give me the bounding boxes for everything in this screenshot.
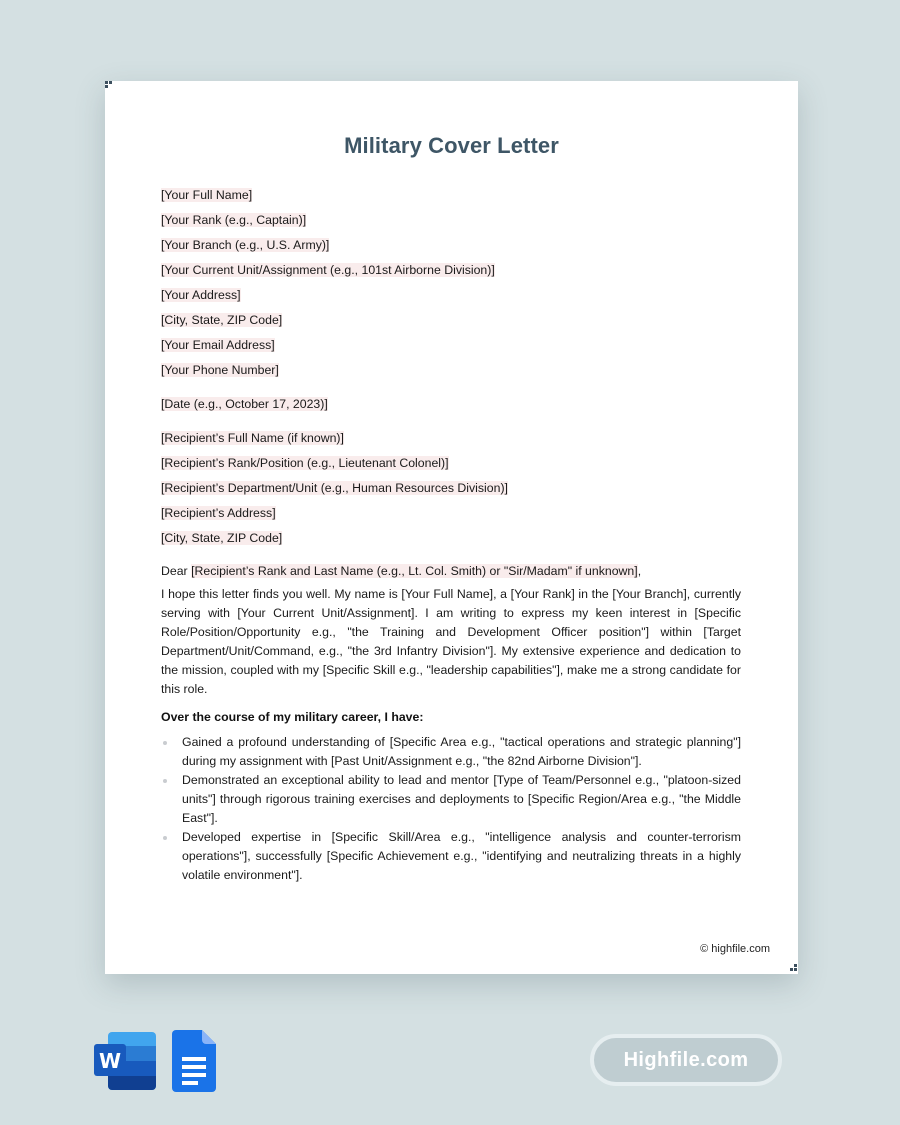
copyright-credit: © highfile.com (700, 943, 770, 955)
sender-full-name: [Your Full Name] (161, 188, 253, 202)
brand-label: Highfile.com (623, 1048, 749, 1071)
sender-phone: [Your Phone Number] (161, 363, 279, 377)
word-icon-letter: W (98, 1049, 122, 1073)
document-title: Military Cover Letter (344, 133, 559, 158)
career-heading: Over the course of my military career, I have: (161, 710, 424, 724)
sender-branch: [Your Branch (e.g., U.S. Army)] (161, 238, 330, 252)
salutation: Dear [Recipient’s Rank and Last Name (e.g., Lt. Col. Smith) or "Sir/Madam" if unknown], (161, 564, 642, 578)
microsoft-word-icon[interactable] (94, 1031, 158, 1091)
google-docs-icon[interactable] (172, 1030, 216, 1092)
career-bullet-item: Gained a profound understanding of [Specific Area e.g., "tactical operations and strategic planning"] during my assignment with [Past Unit/Assignment e.g., "the 82nd Airborne Division"]. (161, 733, 741, 771)
career-bullet-item: Developed expertise in [Specific Skill/Area e.g., "intelligence analysis and counter-terrorism operations"], successfully [Specific Achievement e.g., "identifying and neutralizing threats in a highly volatile environment"]. (161, 828, 741, 885)
corner-mark-top-left (105, 81, 115, 91)
body-paragraph: I hope this letter finds you well. My name is [Your Full Name], a [Your Rank] in the [Your Branch], currently serving with [Your Current Unit/Assignment]. I am writing to express my keen interest in [Specific Role/Position/Opportunity e.g., "the Training and Development Officer position"] within [Target Department/Unit/Command, e.g., "the 3rd Infantry Division"]. My extensive experience and dedication to the mission, coupled with my [Specific Skill e.g., "leadership capabilities"], make me a strong candidate for this role. (161, 587, 741, 696)
recipient-address: [Recipient’s Address] (161, 506, 276, 520)
sender-email: [Your Email Address] (161, 338, 275, 352)
sender-city-state-zip: [City, State, ZIP Code] (161, 313, 283, 327)
sender-unit: [Your Current Unit/Assignment (e.g., 101st Airborne Division)] (161, 263, 495, 277)
career-bullet-list (161, 733, 741, 885)
letter-date: [Date (e.g., October 17, 2023)] (161, 397, 328, 411)
recipient-city-state-zip: [City, State, ZIP Code] (161, 531, 283, 545)
sender-rank: [Your Rank (e.g., Captain)] (161, 213, 307, 227)
recipient-full-name: [Recipient’s Full Name (if known)] (161, 431, 344, 445)
recipient-rank-position: [Recipient’s Rank/Position (e.g., Lieutenant Colonel)] (161, 456, 449, 470)
career-bullet-item: Demonstrated an exceptional ability to lead and mentor [Type of Team/Personnel e.g., "platoon-sized units"] through rigorous training exercises and deployments to [Specific Region/Area e.g., "the Middle East"]. (161, 771, 741, 828)
highfile-brand-badge[interactable] (590, 1034, 782, 1086)
recipient-department: [Recipient’s Department/Unit (e.g., Human Resources Division)] (161, 481, 508, 495)
corner-mark-bottom-right (788, 964, 798, 974)
document-page (105, 81, 798, 974)
sender-address: [Your Address] (161, 288, 241, 302)
